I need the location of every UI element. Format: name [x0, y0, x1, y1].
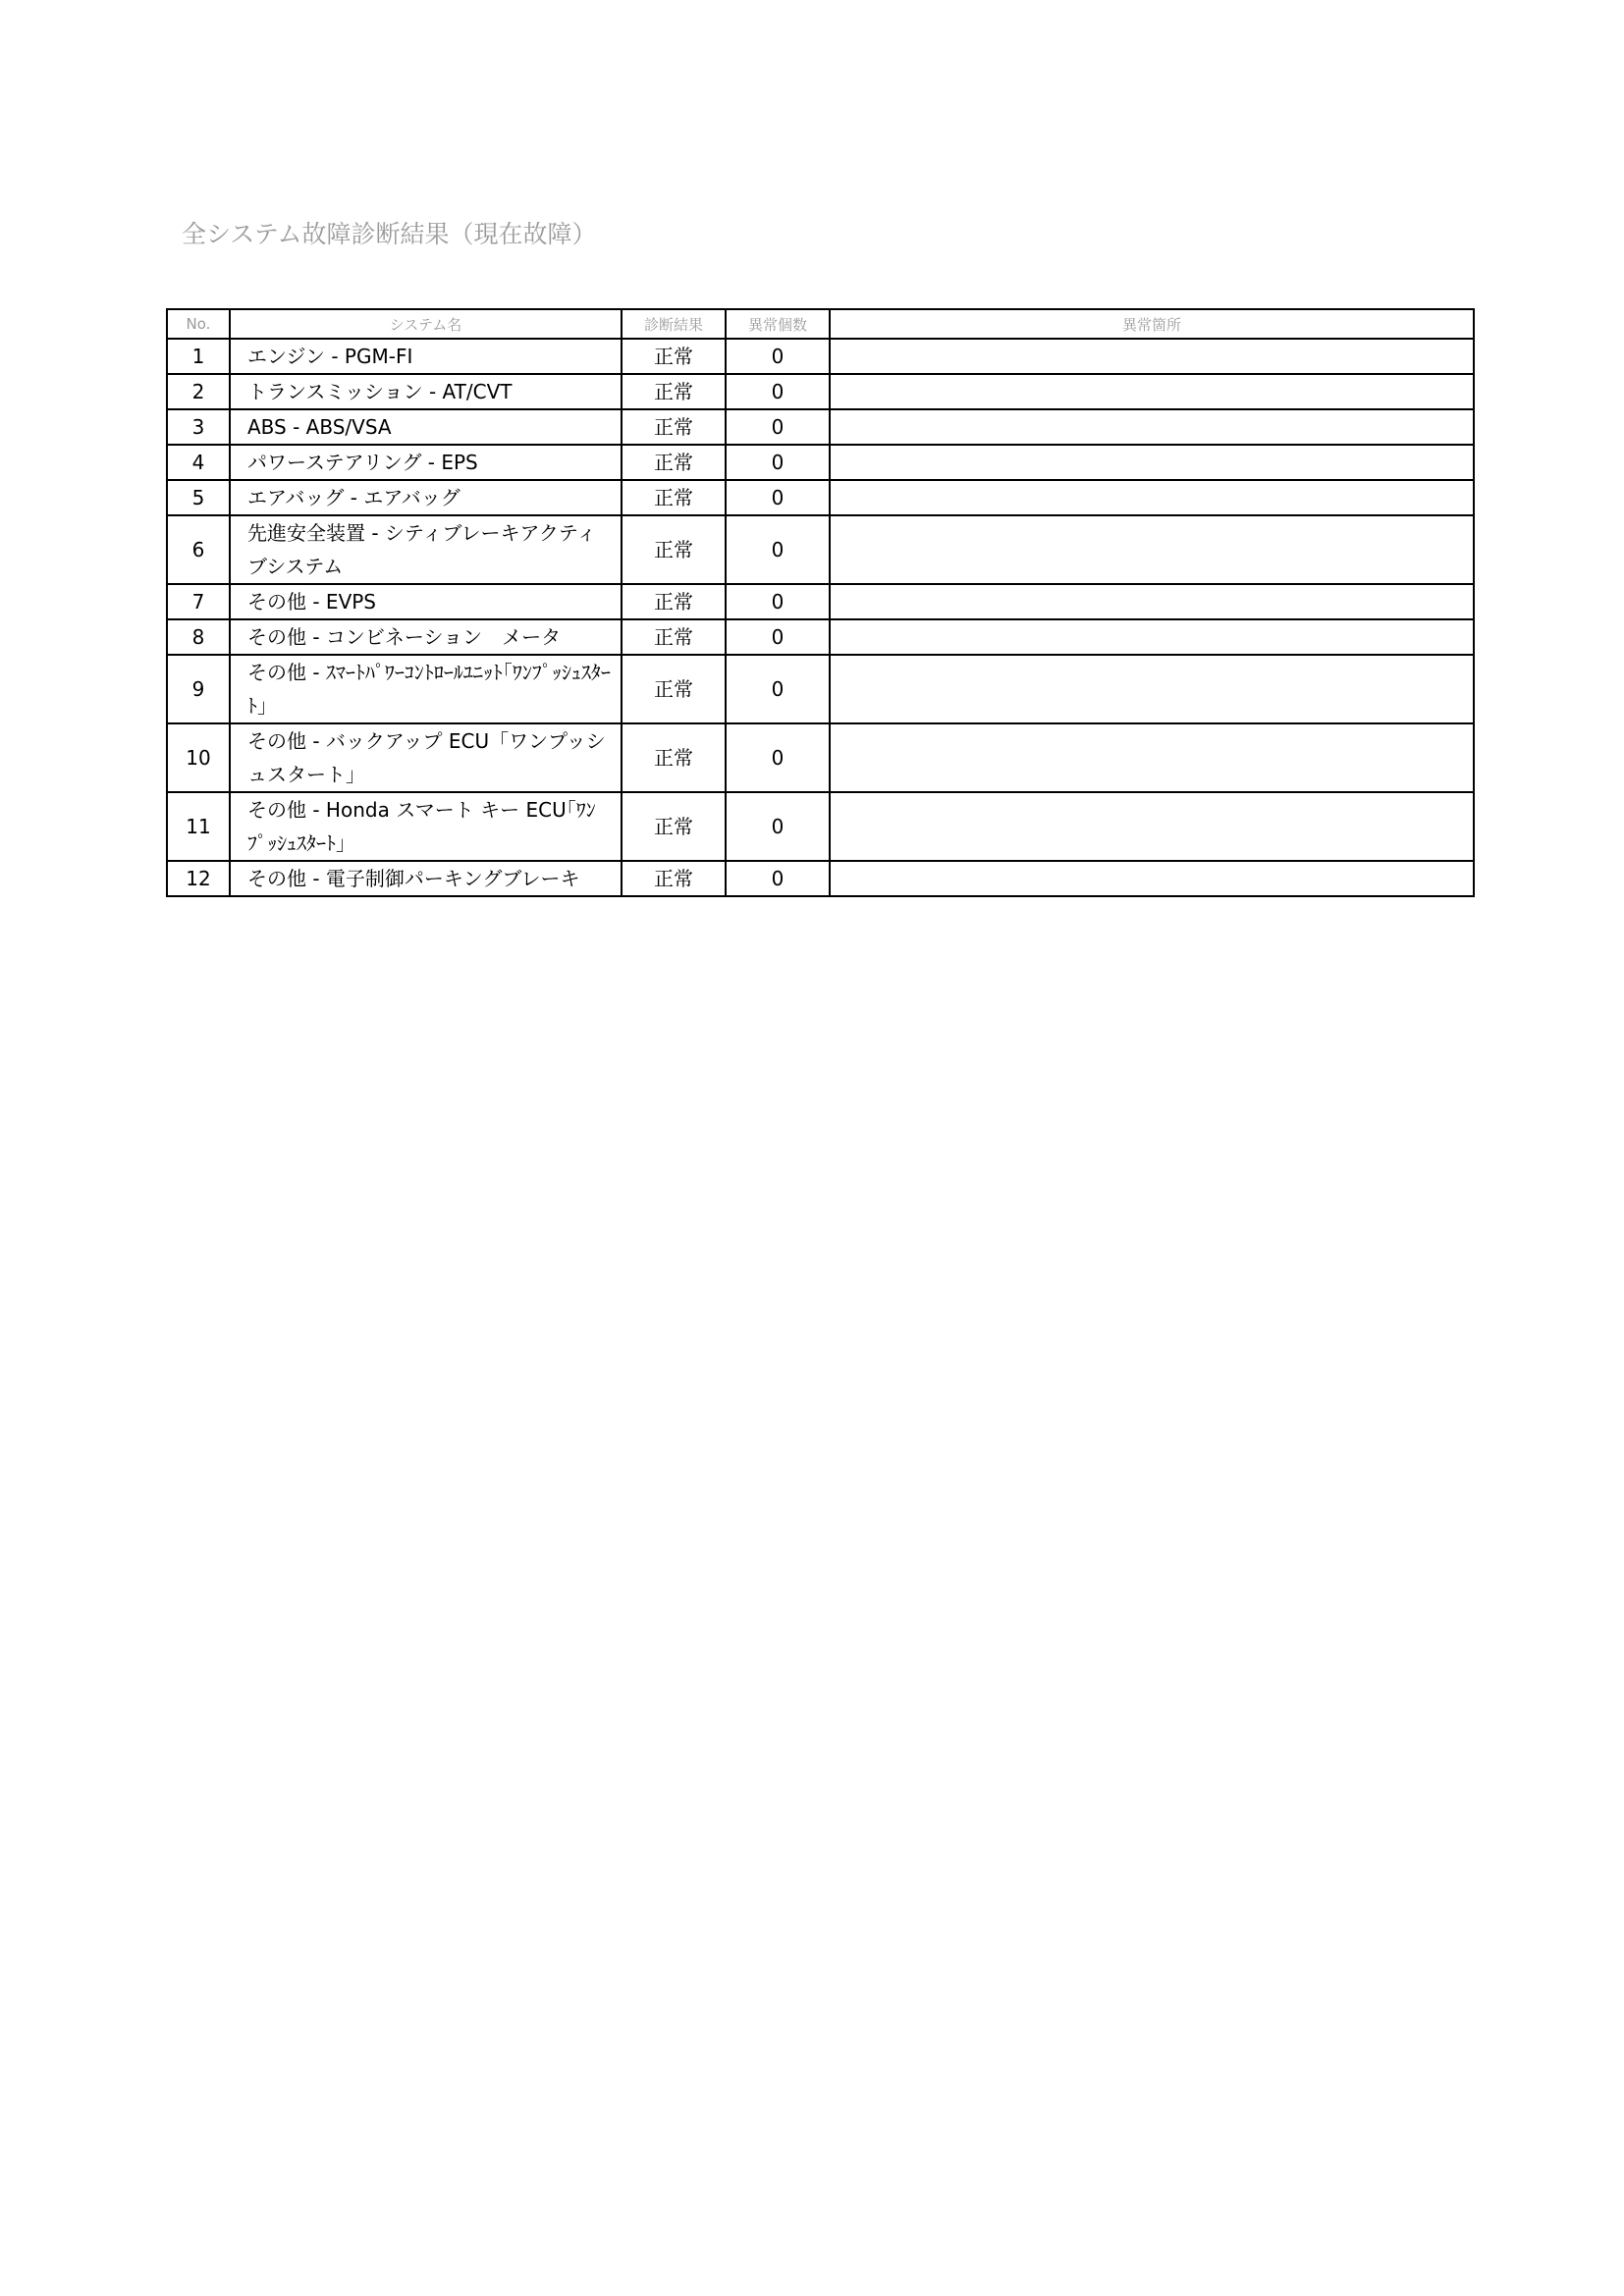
header-diagnosis-result: 診断結果 [622, 309, 726, 339]
row-system-name: ABS - ABS/VSA [230, 409, 622, 445]
row-location [830, 339, 1474, 374]
row-system-name: その他 - 電子制御パーキングブレーキ [230, 861, 622, 896]
row-location [830, 374, 1474, 409]
row-location [830, 480, 1474, 515]
table-row [167, 792, 1474, 861]
table-header-row [167, 309, 1474, 339]
row-system-name: その他 - Honda スマート キー ECU｢ﾜﾝﾌﾟｯｼｭｽﾀｰﾄ｣ [230, 792, 622, 861]
row-result: 正常 [622, 374, 726, 409]
row-system-name: 先進安全装置 - シティブレーキアクティブシステム [230, 515, 622, 584]
header-abnormal-location: 異常箇所 [830, 309, 1474, 339]
row-no: 7 [167, 584, 230, 619]
diagnosis-table [166, 308, 1475, 897]
row-count: 0 [726, 515, 830, 584]
row-count: 0 [726, 792, 830, 861]
row-count: 0 [726, 374, 830, 409]
row-location [830, 723, 1474, 792]
header-system-name: システム名 [230, 309, 622, 339]
row-system-name: トランスミッション - AT/CVT [230, 374, 622, 409]
row-no: 1 [167, 339, 230, 374]
row-system-name: その他 - コンビネーション メータ [230, 619, 622, 655]
row-result: 正常 [622, 409, 726, 445]
row-no: 3 [167, 409, 230, 445]
row-count: 0 [726, 339, 830, 374]
row-count: 0 [726, 619, 830, 655]
row-system-name: エンジン - PGM-FI [230, 339, 622, 374]
row-count: 0 [726, 723, 830, 792]
page-title: 全システム故障診断結果（現在故障） [182, 220, 597, 248]
table-row [167, 409, 1474, 445]
row-result: 正常 [622, 655, 726, 723]
row-location [830, 792, 1474, 861]
row-count: 0 [726, 480, 830, 515]
row-location [830, 584, 1474, 619]
table-row [167, 861, 1474, 896]
row-result: 正常 [622, 515, 726, 584]
table-row [167, 374, 1474, 409]
row-result: 正常 [622, 792, 726, 861]
row-result: 正常 [622, 723, 726, 792]
row-no: 8 [167, 619, 230, 655]
row-count: 0 [726, 445, 830, 480]
row-no: 5 [167, 480, 230, 515]
table-row [167, 619, 1474, 655]
row-result: 正常 [622, 584, 726, 619]
row-result: 正常 [622, 480, 726, 515]
table-row [167, 723, 1474, 792]
row-count: 0 [726, 409, 830, 445]
row-no: 9 [167, 655, 230, 723]
row-location [830, 619, 1474, 655]
row-result: 正常 [622, 339, 726, 374]
table-row [167, 515, 1474, 584]
table-row [167, 480, 1474, 515]
row-no: 12 [167, 861, 230, 896]
header-abnormal-count: 異常個数 [726, 309, 830, 339]
row-no: 2 [167, 374, 230, 409]
row-no: 11 [167, 792, 230, 861]
table-row [167, 655, 1474, 723]
row-system-name: パワーステアリング - EPS [230, 445, 622, 480]
row-system-name: エアバッグ - エアバッグ [230, 480, 622, 515]
table-row [167, 339, 1474, 374]
row-system-name: その他 - ｽﾏｰﾄﾊﾟﾜｰｺﾝﾄﾛｰﾙﾕﾆｯﾄ｢ﾜﾝﾌﾟｯｼｭｽﾀｰﾄ｣ [230, 655, 622, 723]
row-result: 正常 [622, 445, 726, 480]
row-location [830, 409, 1474, 445]
row-system-name: その他 - EVPS [230, 584, 622, 619]
row-count: 0 [726, 655, 830, 723]
row-system-name: その他 - バックアップ ECU「ワンプッシュスタート」 [230, 723, 622, 792]
row-location [830, 515, 1474, 584]
table-row [167, 445, 1474, 480]
row-no: 10 [167, 723, 230, 792]
table-row [167, 584, 1474, 619]
row-result: 正常 [622, 619, 726, 655]
row-no: 4 [167, 445, 230, 480]
header-no: No. [167, 309, 230, 339]
row-location [830, 445, 1474, 480]
row-count: 0 [726, 584, 830, 619]
row-location [830, 861, 1474, 896]
row-location [830, 655, 1474, 723]
row-count: 0 [726, 861, 830, 896]
row-result: 正常 [622, 861, 726, 896]
row-no: 6 [167, 515, 230, 584]
